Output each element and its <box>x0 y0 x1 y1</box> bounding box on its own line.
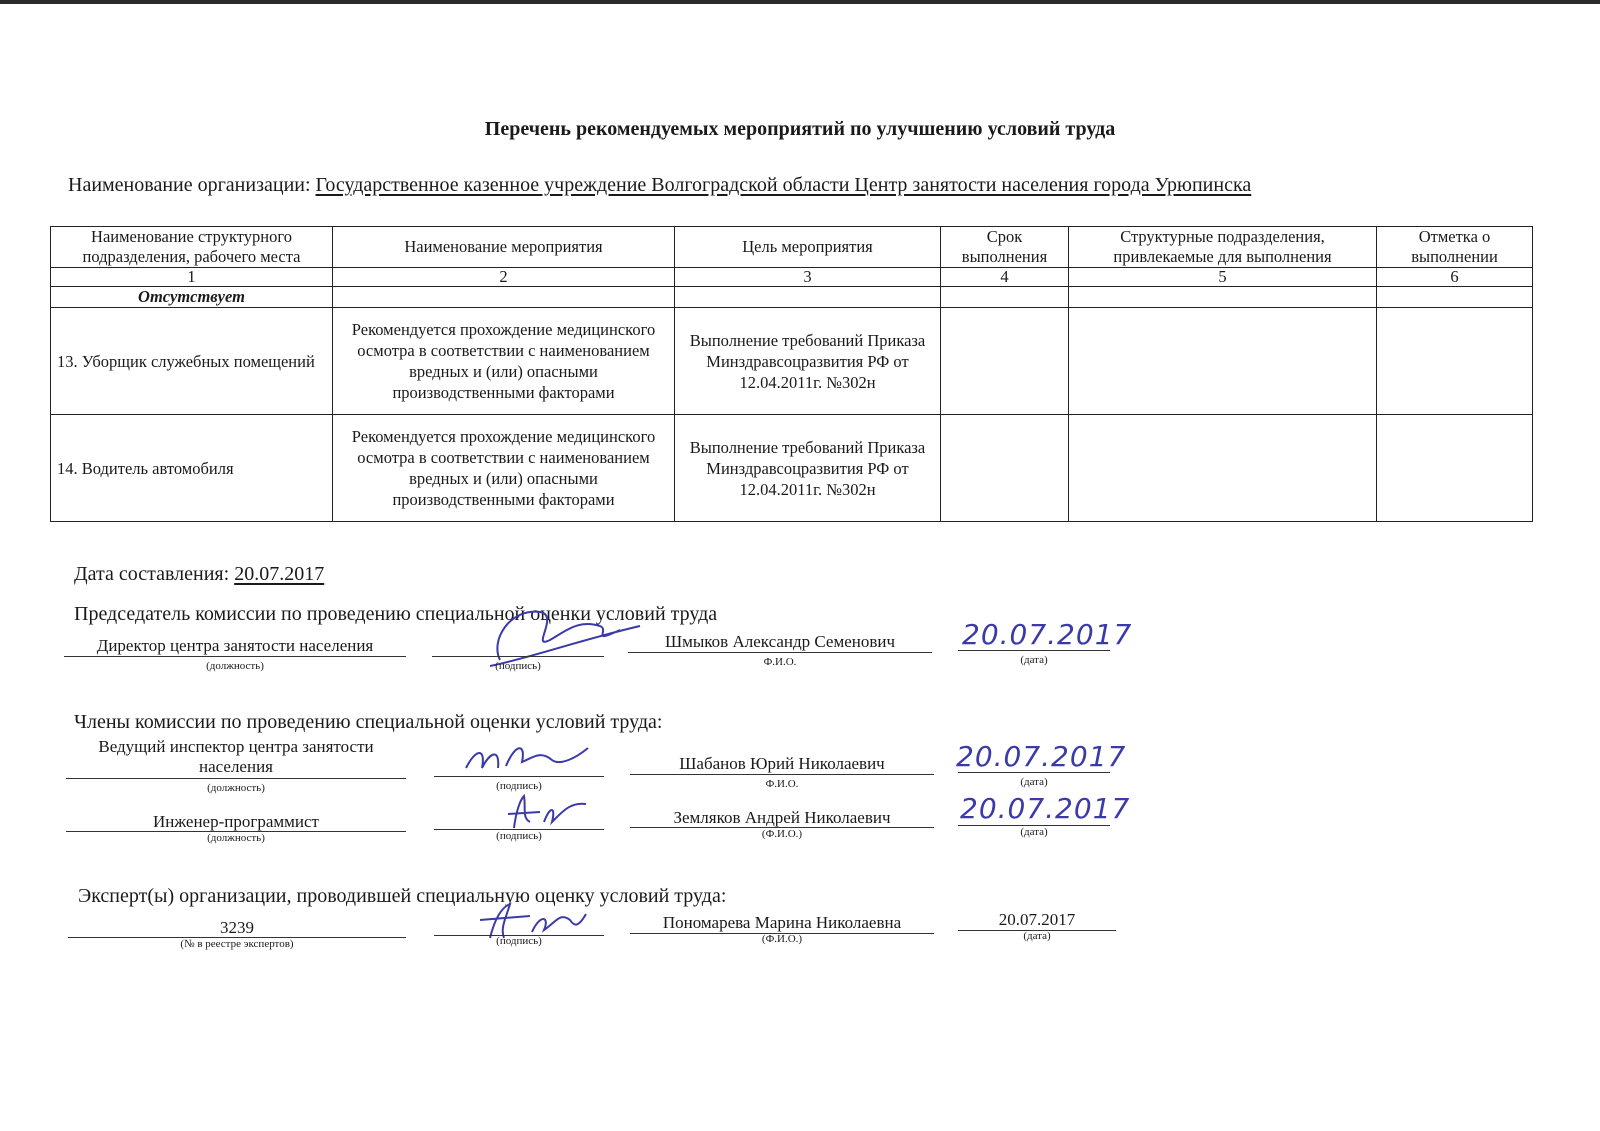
name-caption: Ф.И.О. <box>765 778 799 790</box>
registry-caption: (№ в реестре экспертов) <box>180 938 294 950</box>
expert-date: 20.07.2017 <box>998 910 1076 929</box>
table-cell <box>1377 287 1533 308</box>
expert-name: Пономарева Марина Николаевна <box>662 913 902 932</box>
column-number: 1 <box>51 268 333 287</box>
departments-cell <box>1069 415 1377 522</box>
column-number: 6 <box>1377 268 1533 287</box>
name-line <box>628 652 932 653</box>
header-departments: Структурные подразделения, привлекаемые для выполнения <box>1069 227 1377 268</box>
chairman-position: Директор центра занятости населения <box>96 636 374 655</box>
document-title: Перечень рекомендуемых мероприятий по улучшению условий труда <box>484 118 1116 140</box>
signature-caption: (подпись) <box>495 660 541 672</box>
table-row <box>51 308 1533 415</box>
member-date-handwritten: 20.07.2017 <box>960 792 1131 825</box>
mark-cell <box>1377 308 1533 415</box>
organization-line <box>68 174 1251 197</box>
organization-name: Государственное казенное учреждение Волгоградской области Центр занятости населения города Урюпинска <box>315 174 1252 196</box>
members-heading: Члены комиссии по проведению специальной оценки условий труда: <box>74 711 663 733</box>
date-line <box>958 650 1110 651</box>
table-cell <box>941 287 1069 308</box>
position-caption: (должность) <box>207 782 265 794</box>
scan-top-edge <box>0 0 1600 4</box>
expert-heading: Эксперт(ы) организации, проводившей специальную оценку условий труда: <box>78 885 727 907</box>
signature-line <box>432 656 604 657</box>
departments-cell <box>1069 308 1377 415</box>
name-caption: (Ф.И.О.) <box>761 828 803 840</box>
table-number-row <box>51 268 1533 287</box>
column-number: 2 <box>333 268 675 287</box>
member-signature-icon <box>500 792 600 832</box>
measure-cell: Рекомендуется прохождение медицинского осмотра в соответствии с наименованием вредных и (или) опасными производственными факторами <box>333 308 675 415</box>
header-measure: Наименование мероприятия <box>333 227 675 268</box>
member-position: Ведущий инспектор центра занятости населения <box>98 737 374 776</box>
header-mark: Отметка о выполнении <box>1377 227 1533 268</box>
name-line <box>630 774 934 775</box>
signature-caption: (подпись) <box>496 780 542 792</box>
compilation-date-label: Дата составления: <box>74 563 230 585</box>
expert-registry-number: 3239 <box>220 918 254 937</box>
workplace-cell: 13. Уборщик служебных помещений <box>51 308 333 415</box>
signature-caption: (подпись) <box>496 830 542 842</box>
name-caption: (Ф.И.О.) <box>761 933 803 945</box>
compilation-date <box>74 563 324 586</box>
workplace-cell: 14. Водитель автомобиля <box>51 415 333 522</box>
chairman-heading: Председатель комиссии по проведению специальной оценки условий труда <box>74 603 718 625</box>
chairman-date-handwritten: 20.07.2017 <box>962 618 1133 651</box>
member-position: Инженер-программист <box>153 812 319 831</box>
table-row-absent <box>51 287 1533 308</box>
table-row <box>51 415 1533 522</box>
position-line <box>64 656 406 657</box>
table-cell <box>675 287 941 308</box>
member-name: Шабанов Юрий Николаевич <box>679 754 885 773</box>
position-line <box>66 778 406 779</box>
date-caption: (дата) <box>1020 776 1048 788</box>
column-number: 5 <box>1069 268 1377 287</box>
goal-cell: Выполнение требований Приказа Минздравсоцразвития РФ от 12.04.2011г. №302н <box>675 308 941 415</box>
column-number: 4 <box>941 268 1069 287</box>
term-cell <box>941 308 1069 415</box>
measure-cell: Рекомендуется прохождение медицинского осмотра в соответствии с наименованием вредных и (или) опасными производственными факторами <box>333 415 675 522</box>
signature-line <box>434 776 604 777</box>
date-caption: (дата) <box>1020 654 1048 666</box>
organization-label: Наименование организации: <box>68 174 311 196</box>
signature-caption: (подпись) <box>496 935 542 947</box>
header-term: Срок выполнения <box>941 227 1069 268</box>
header-goal: Цель мероприятия <box>675 227 941 268</box>
column-number: 3 <box>675 268 941 287</box>
name-caption: Ф.И.О. <box>763 656 797 668</box>
compilation-date-value: 20.07.2017 <box>234 563 325 585</box>
mark-cell <box>1377 415 1533 522</box>
date-caption: (дата) <box>1023 930 1051 942</box>
position-caption: (должность) <box>207 832 265 844</box>
position-caption: (должность) <box>206 660 264 672</box>
absent-label: Отсутствует <box>51 287 333 308</box>
header-workplace: Наименование структурного подразделения, рабочего места <box>51 227 333 268</box>
date-line <box>958 772 1110 773</box>
chairman-name: Шмыков Александр Семенович <box>664 632 896 651</box>
date-caption: (дата) <box>1020 826 1048 838</box>
member-signature-icon <box>456 738 596 778</box>
table-cell <box>333 287 675 308</box>
measures-table <box>50 226 1533 522</box>
member-name: Земляков Андрей Николаевич <box>673 808 891 827</box>
table-cell <box>1069 287 1377 308</box>
goal-cell: Выполнение требований Приказа Минздравсоцразвития РФ от 12.04.2011г. №302н <box>675 415 941 522</box>
table-header-row <box>51 227 1533 268</box>
term-cell <box>941 415 1069 522</box>
member-date-handwritten: 20.07.2017 <box>956 740 1127 773</box>
